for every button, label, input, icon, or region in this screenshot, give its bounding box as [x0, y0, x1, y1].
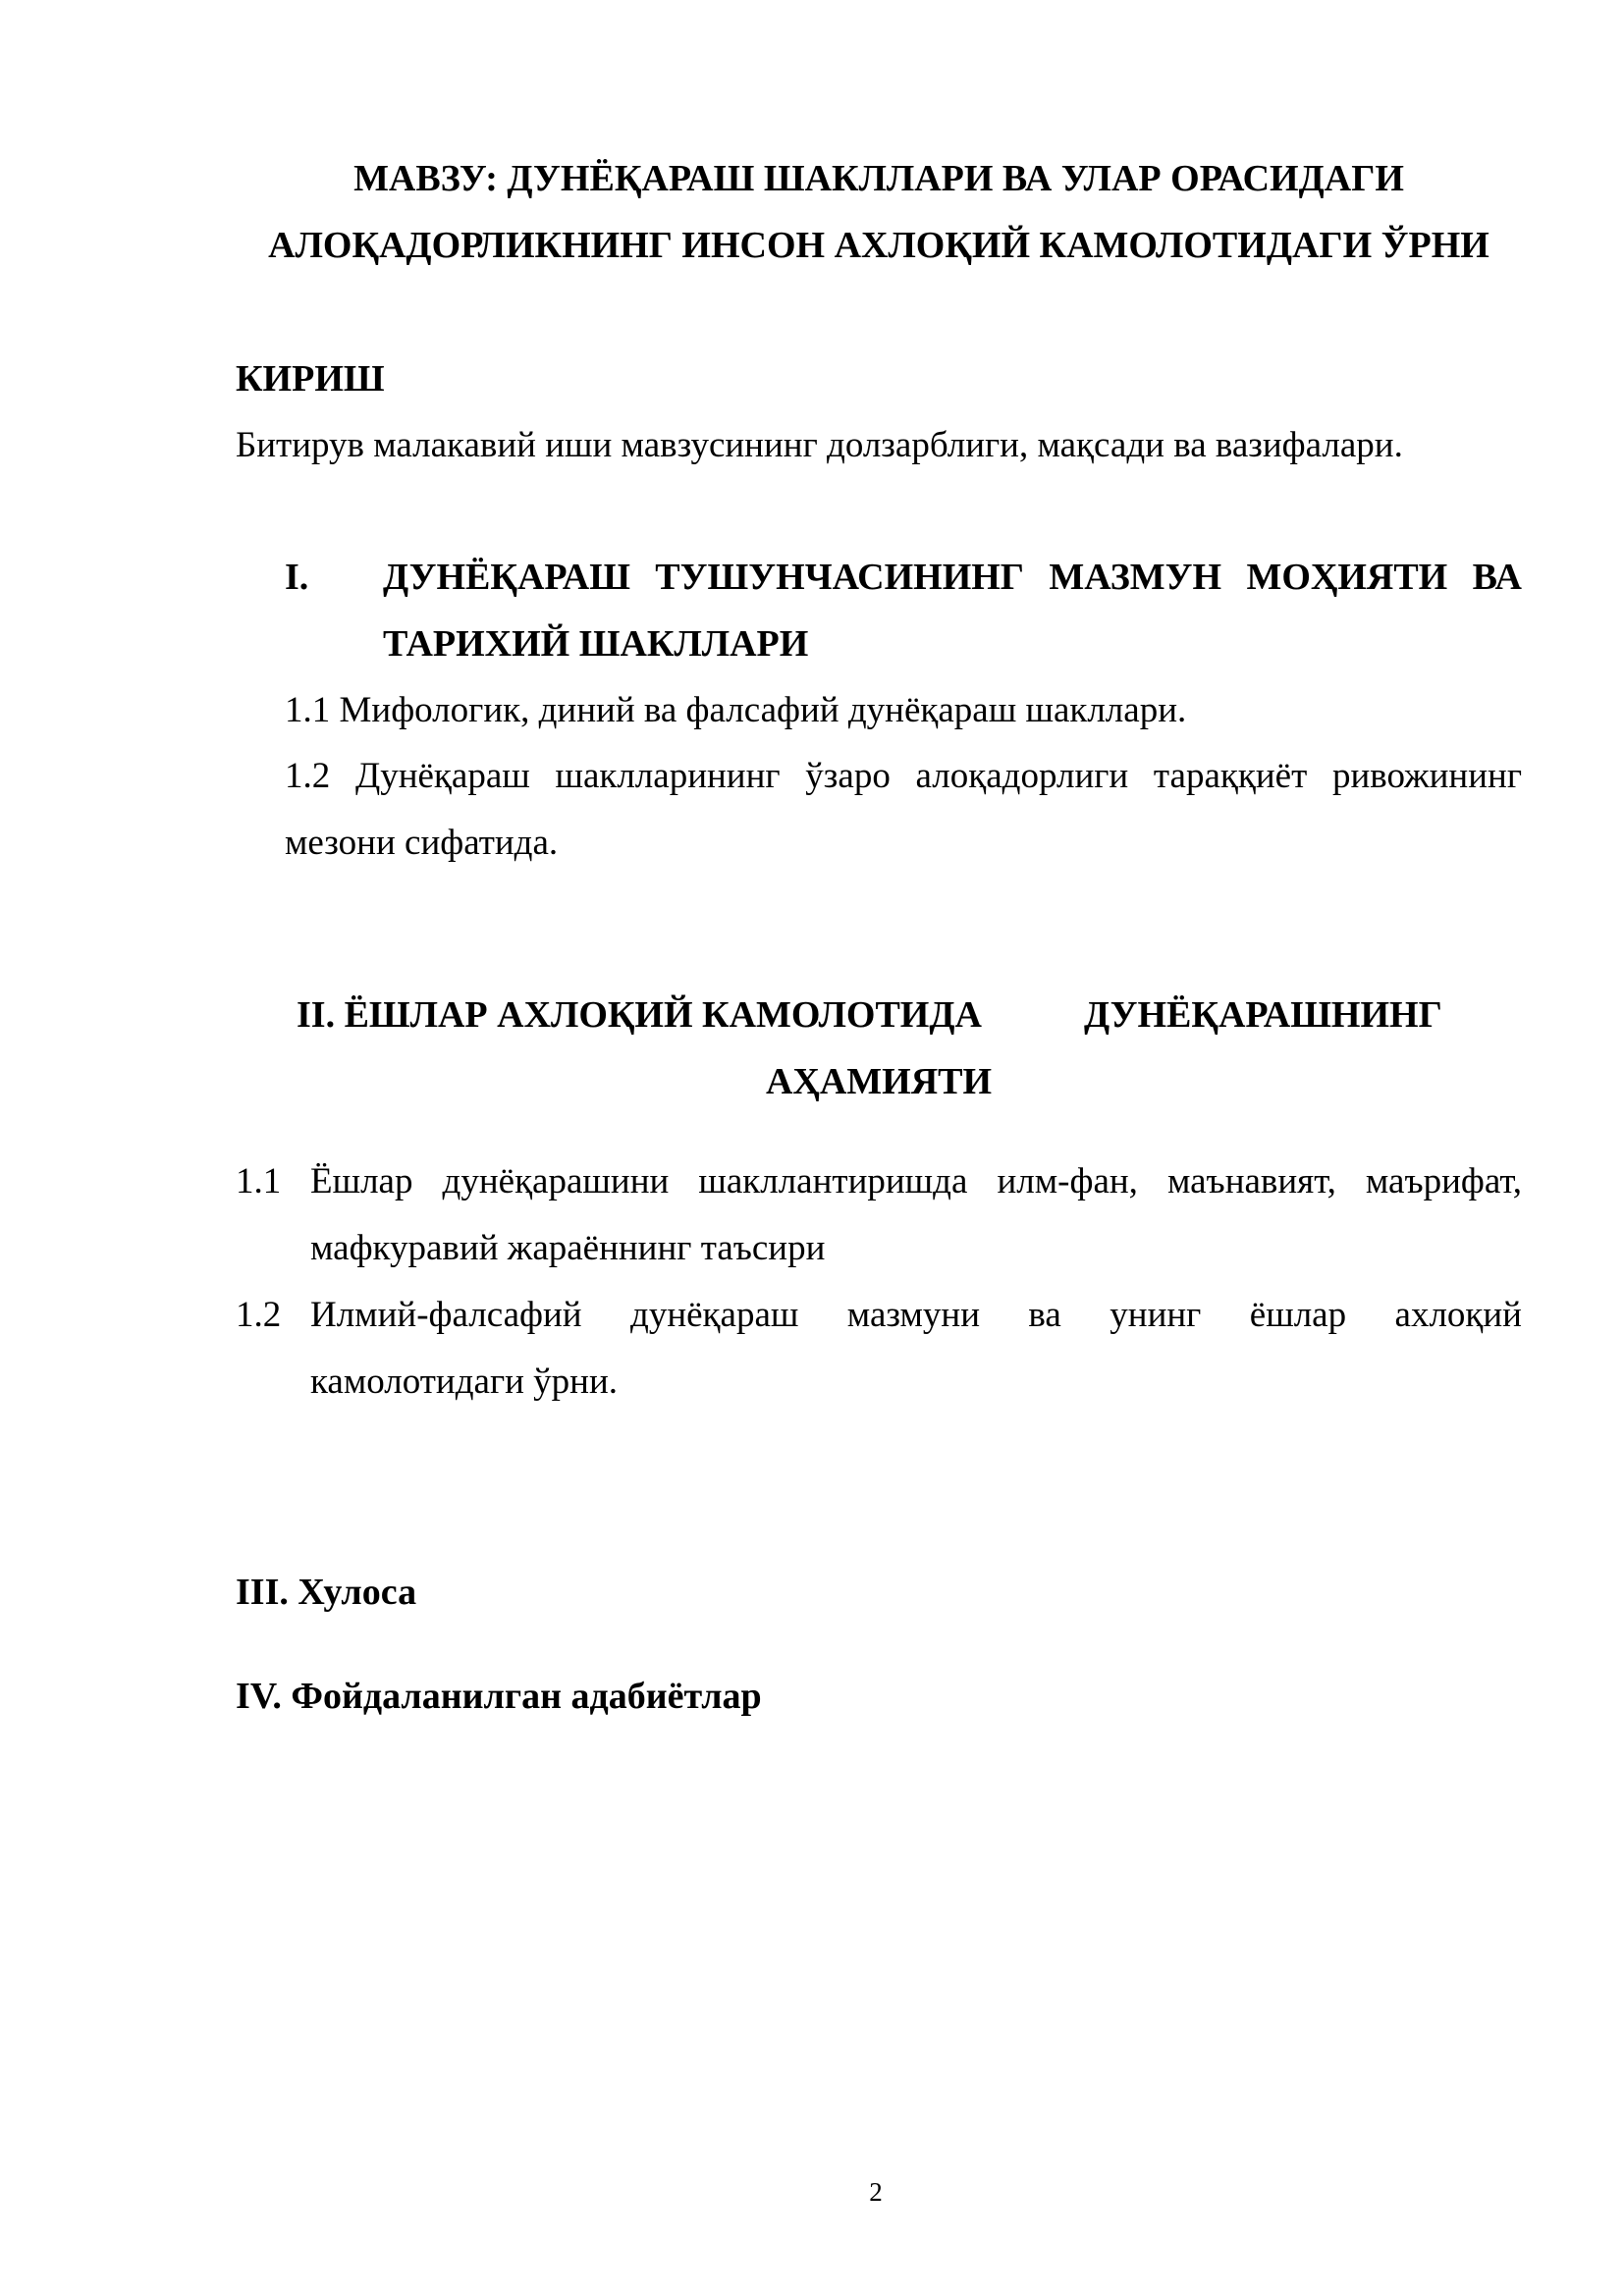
section1-item-2-line-2: мезони сифатида. — [285, 823, 559, 863]
section2-heading-part-2: ДУНЁҚАРАШНИНГ — [1084, 994, 1442, 1036]
section1-item-2-line-1: 1.2 Дунёқараш шаклларининг ўзаро алоқадорлиги тараққиёт ривожининг — [285, 756, 1522, 796]
section2-item-1-line-2: мафкуравий жараённинг таъсири — [310, 1228, 826, 1268]
section2-heading-line-2: АҲАМИЯТИ — [765, 1061, 993, 1102]
section1-number: I. — [285, 557, 309, 598]
title-line-2: АЛОҚАДОРЛИКНИНГ ИНСОН АХЛОҚИЙ КАМОЛОТИДАГИ ЎРНИ — [268, 225, 1489, 266]
section1-item-1: 1.1 Мифологик, диний ва фалсафий дунёқараш шакллари. — [285, 690, 1187, 730]
section2-item-2-line-2: камолотидаги ўрни. — [310, 1362, 619, 1402]
section2-item-2-line-1: Илмий-фалсафий дунёқараш мазмуни ва унинг ёшлар ахлоқий — [310, 1295, 1522, 1335]
literature-heading: IV. Фойдаланилган адабиётлар — [236, 1676, 762, 1717]
title-line-1: МАВЗУ: ДУНЁҚАРАШ ШАКЛЛАРИ ВА УЛАР ОРАСИДАГИ — [353, 158, 1404, 199]
intro-heading: КИРИШ — [236, 358, 385, 400]
page-number: 2 — [869, 2177, 883, 2207]
section2-item-1-number: 1.1 — [236, 1161, 282, 1201]
section2-item-2-number: 1.2 — [236, 1295, 282, 1335]
section1-heading-line-1: ДУНЁҚАРАШ ТУШУНЧАСИНИНГ МАЗМУН МОҲИЯТИ ВА — [383, 557, 1522, 598]
intro-text: Битирув малакавий иши мавзусининг долзарблиги, мақсади ва вазифалари. — [236, 425, 1403, 465]
section2-item-1-line-1: Ёшлар дунёқарашини шакллантиришда илм-фан, маънавият, маърифат, — [310, 1161, 1522, 1201]
section2-heading-part-1: II. ЁШЛАР АХЛОҚИЙ КАМОЛОТИДА — [297, 994, 982, 1036]
section1-heading-line-2: ТАРИХИЙ ШАКЛЛАРИ — [383, 623, 809, 665]
conclusion-heading: III. Хулоса — [236, 1572, 417, 1613]
